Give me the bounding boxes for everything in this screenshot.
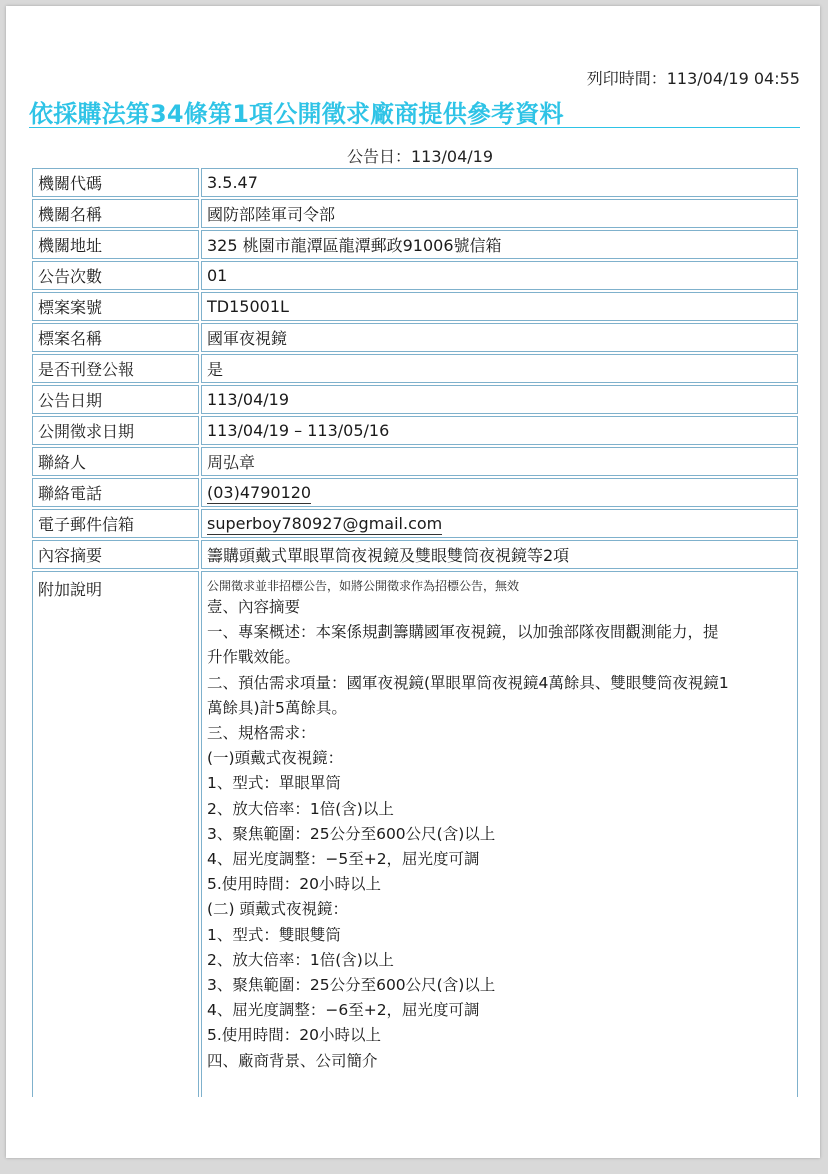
- notes-disclaimer: 公開徵求並非招標公告，如將公開徵求作為招標公告，無效: [207, 579, 520, 593]
- notes-line: 3、聚焦範圍：25公分至600公尺(含)以上: [207, 976, 496, 995]
- table-row: [32, 323, 798, 352]
- row-value: [201, 478, 798, 507]
- row-label: 公告次數: [32, 261, 199, 290]
- print-time: 列印時間：113/04/19 04:55: [586, 69, 800, 88]
- table-row: [32, 199, 798, 228]
- notes-line: 4、屈光度調整：−5至+2，屈光度可調: [207, 850, 480, 869]
- row-value: 國防部陸軍司令部: [201, 199, 798, 228]
- row-value: 325 桃園市龍潭區龍潭郵政91006號信箱: [201, 230, 798, 259]
- notes-line: 2、放大倍率：1倍(含)以上: [207, 950, 394, 969]
- notes-line: 2、放大倍率：1倍(含)以上: [207, 799, 394, 818]
- notes-line: 一、專案概述：本案係規劃籌購國軍夜視鏡，以加強部隊夜間觀測能力，提: [207, 623, 719, 642]
- row-value: 3.5.47: [201, 168, 798, 197]
- notes-line: 5.使用時間：20小時以上: [207, 875, 382, 894]
- notes-line: (二) 頭戴式夜視鏡：: [207, 900, 349, 919]
- tender-info-table: [30, 166, 800, 1099]
- notes-line: 4、屈光度調整：−6至+2，屈光度可調: [207, 1001, 480, 1020]
- table-row: [32, 416, 798, 445]
- row-label: 電子郵件信箱: [32, 509, 199, 538]
- table-row: [32, 540, 798, 569]
- notes-line: 升作戰效能。: [207, 648, 301, 667]
- table-row: [32, 261, 798, 290]
- row-value: TD15001L: [201, 292, 798, 321]
- phone-link[interactable]: (03)4790120: [207, 483, 312, 502]
- row-value: 籌購頭戴式單眼單筒夜視鏡及雙眼雙筒夜視鏡等2項: [201, 540, 798, 569]
- row-value: 周弘章: [201, 447, 798, 476]
- row-label: 附加說明: [32, 571, 199, 1097]
- notes-line: 3、聚焦範圍：25公分至600公尺(含)以上: [207, 824, 496, 843]
- email-link[interactable]: superboy780927@gmail.com: [207, 514, 443, 533]
- row-value: 是: [201, 354, 798, 383]
- row-label: 聯絡電話: [32, 478, 199, 507]
- row-value: 01: [201, 261, 798, 290]
- row-label: 公開徵求日期: [32, 416, 199, 445]
- table-row: [32, 509, 798, 538]
- row-label: 標案案號: [32, 292, 199, 321]
- table-row: [32, 354, 798, 383]
- notes-line: 三、規格需求：: [207, 724, 316, 743]
- row-label: 機關代碼: [32, 168, 199, 197]
- table-row: [32, 168, 798, 197]
- notes-line: 四、廠商背景、公司簡介: [207, 1051, 378, 1070]
- notes-line: 二、預估需求項量：國軍夜視鏡(單眼單筒夜視鏡4萬餘具、雙眼雙筒夜視鏡1: [207, 673, 729, 692]
- row-value: 113/04/19 – 113/05/16: [201, 416, 798, 445]
- document-title: 依採購法第34條第1項公開徵求廠商提供參考資料: [29, 100, 564, 128]
- row-label: 機關名稱: [32, 199, 199, 228]
- document-page: [6, 6, 820, 1158]
- row-label: 聯絡人: [32, 447, 199, 476]
- title-divider: [29, 127, 800, 128]
- table-row: [32, 478, 798, 507]
- table-row-notes: [32, 571, 798, 1097]
- table-row: [32, 292, 798, 321]
- row-label: 公告日期: [32, 385, 199, 414]
- notes-line: 1、型式：雙眼雙筒: [207, 925, 341, 944]
- notes-line: 1、型式：單眼單筒: [207, 774, 341, 793]
- notes-line: 壹、內容摘要: [207, 598, 301, 616]
- row-value: [201, 509, 798, 538]
- notes-line: 萬餘具)計5萬餘具。: [207, 698, 347, 717]
- notes-line: 5.使用時間：20小時以上: [207, 1026, 382, 1045]
- row-label: 是否刊登公報: [32, 354, 199, 383]
- row-value: 113/04/19: [201, 385, 798, 414]
- table-row: [32, 230, 798, 259]
- table-row: [32, 447, 798, 476]
- row-label: 標案名稱: [32, 323, 199, 352]
- row-label: 機關地址: [32, 230, 199, 259]
- notice-date: 公告日：113/04/19: [346, 147, 494, 166]
- row-value: 國軍夜視鏡: [201, 323, 798, 352]
- notes-content: [201, 571, 798, 1097]
- notes-line: (一)頭戴式夜視鏡：: [207, 749, 344, 768]
- table-row: [32, 385, 798, 414]
- row-label: 內容摘要: [32, 540, 199, 569]
